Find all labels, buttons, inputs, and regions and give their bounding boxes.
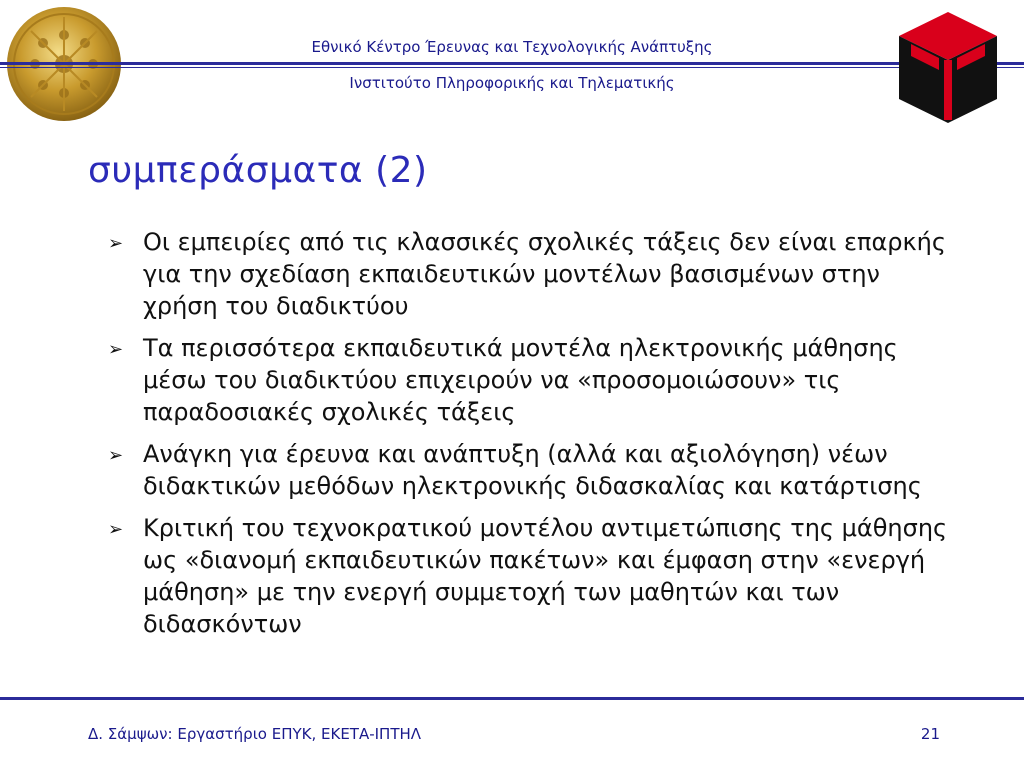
header-divider — [0, 62, 1024, 65]
arrow-bullet-icon: ➢ — [108, 339, 124, 360]
bullet-text: Ανάγκη για έρευνα και ανάπτυξη (αλλά και αξιολόγηση) νέων διδακτικών μεθόδων ηλεκτρονικής διδασκαλίας και κατάρτισης — [143, 440, 922, 500]
institution-name: Εθνικό Κέντρο Έρευνας και Τεχνολογικής Ανάπτυξης — [311, 38, 713, 56]
bullet-text: Τα περισσότερα εκπαιδευτικά μοντέλα ηλεκτρονικής μάθησης μέσω του διαδικτύου επιχειρούν να «προσομοιώσουν» τις παραδοσιακές σχολικές τάξεις — [143, 334, 898, 426]
footer-divider — [0, 697, 1024, 700]
bullet-item — [108, 332, 958, 428]
header-divider-thin — [0, 67, 1024, 68]
bullet-text: Κριτική του τεχνοκρατικού μοντέλου αντιμετώπισης της μάθησης ως «διανομή εκπαιδευτικών πακέτων» και έμφαση στην «ενεργή μάθηση» με την ενεργή συμμετοχή των μαθητών και των διδασκόντων — [143, 514, 948, 638]
arrow-bullet-icon: ➢ — [108, 445, 124, 466]
bullet-item — [108, 226, 958, 322]
page-number: 21 — [920, 725, 940, 743]
bullet-text: Οι εμπειρίες από τις κλασσικές σχολικές τάξεις δεν είναι επαρκής για την σχεδίαση εκπαιδευτικών μοντέλων βασισμένων στην χρήση του διαδικτύου — [143, 228, 946, 320]
footer-author: Δ. Σάμψων: Εργαστήριο ΕΠΥΚ, ΕΚΕΤΑ-ΙΠΤΗΛ — [88, 725, 422, 743]
institute-name: Ινστιτούτο Πληροφορικής και Τηλεματικής — [349, 74, 675, 92]
red-black-cube-logo-icon — [897, 10, 999, 125]
bullet-list — [108, 226, 958, 650]
arrow-bullet-icon: ➢ — [108, 519, 124, 540]
bullet-item — [108, 438, 958, 502]
bullet-item — [108, 512, 958, 640]
slide-title: συμπεράσματα (2) — [88, 150, 428, 191]
arrow-bullet-icon: ➢ — [108, 233, 124, 254]
